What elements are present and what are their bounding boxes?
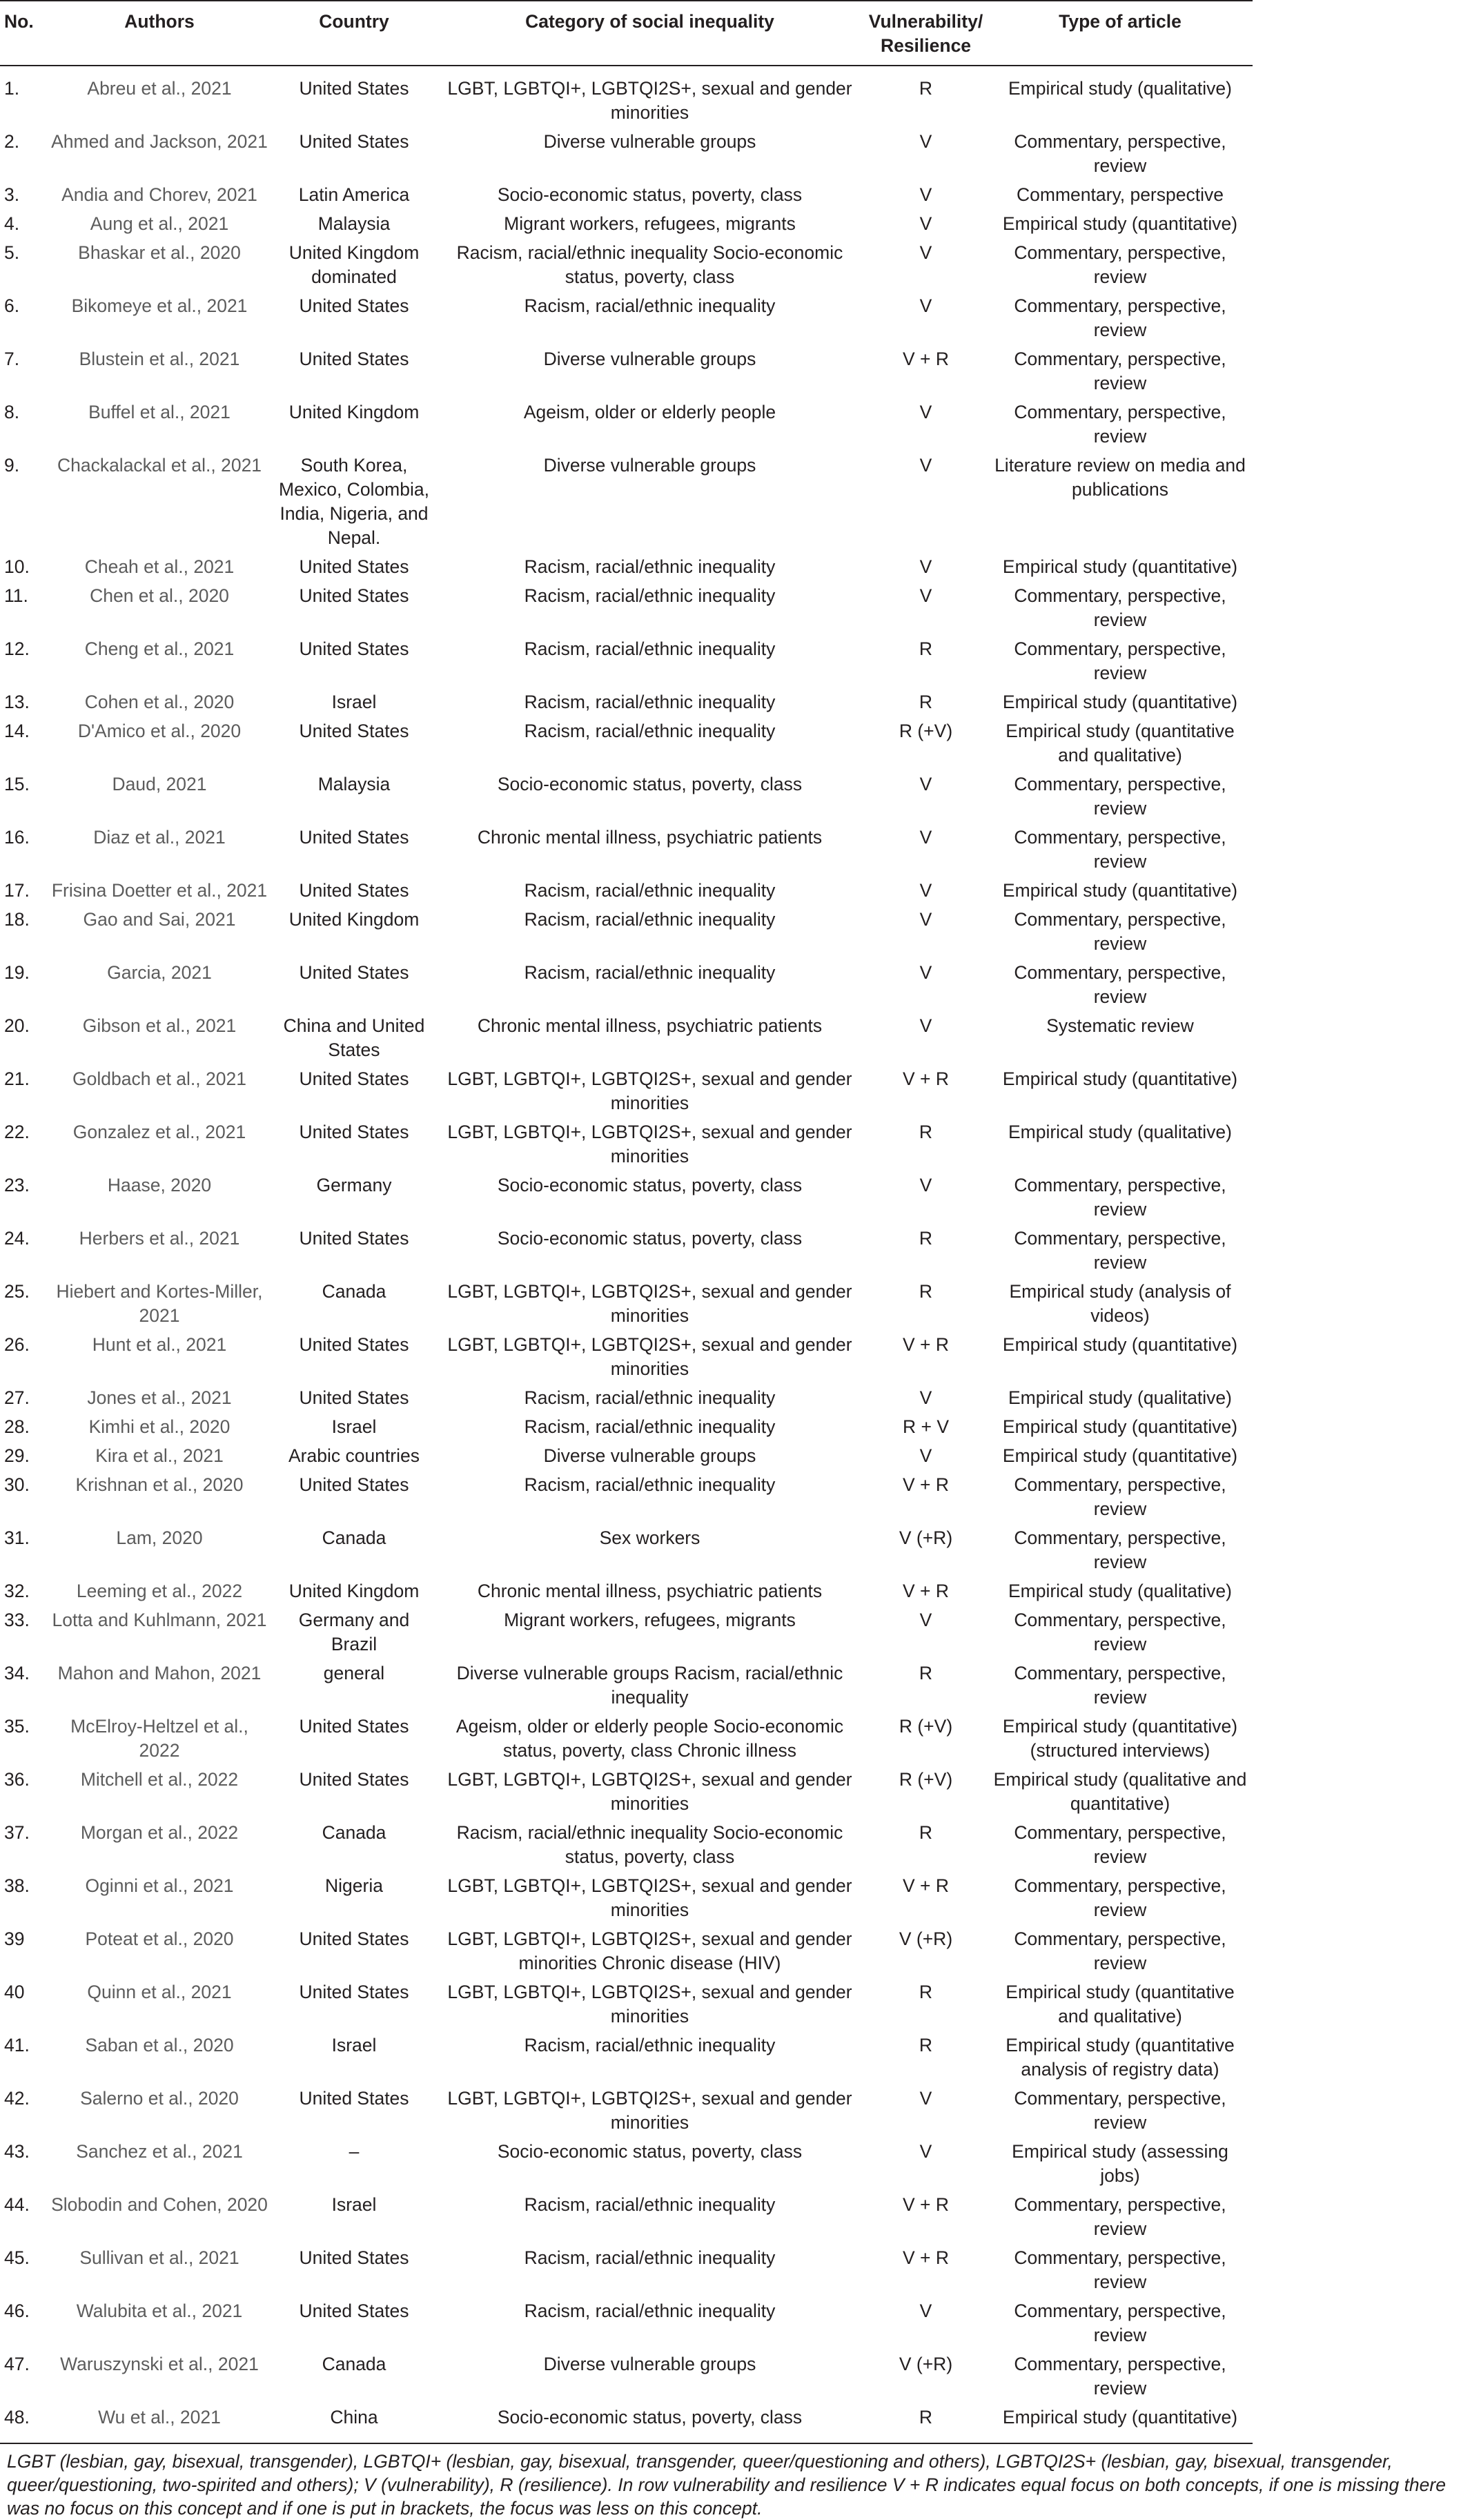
country-cell: United States <box>299 880 409 901</box>
row-number: 2. <box>4 131 20 152</box>
country-cell: Canada <box>322 1281 386 1302</box>
vulnerability-resilience-cell: V + R <box>902 1068 949 1089</box>
vulnerability-resilience-cell: R <box>919 1228 933 1249</box>
country-cell: Israel <box>331 2035 377 2055</box>
category-cell: Racism, racial/ethnic inequality <box>524 2194 776 2215</box>
country-cell: – <box>349 2141 360 2162</box>
article-type-cell: Commentary, perspective, review <box>1014 827 1226 872</box>
category-cell: Socio-economic status, poverty, class <box>497 1228 803 1249</box>
author-link[interactable]: Cheng et al., 2021 <box>84 638 235 659</box>
vulnerability-resilience-cell: V (+R) <box>899 2354 953 2374</box>
country-cell: China and United States <box>283 1015 425 1060</box>
vulnerability-resilience-cell: V <box>919 1175 932 1195</box>
row-number: 21. <box>4 1068 30 1089</box>
country-cell: United States <box>299 962 409 983</box>
row-number: 37. <box>4 1822 30 1843</box>
row-number: 18. <box>4 909 30 930</box>
author-link[interactable]: Quinn et al., 2021 <box>87 1982 232 2002</box>
country-cell: United States <box>299 78 409 99</box>
country-cell: United States <box>299 585 409 606</box>
country-cell: United States <box>299 556 409 577</box>
article-type-cell: Empirical study (qualitative) <box>1008 1581 1232 1601</box>
category-cell: Socio-economic status, poverty, class <box>497 184 803 205</box>
article-type-cell: Commentary, perspective, review <box>1014 1875 1226 1920</box>
article-type-cell: Empirical study (assessing jobs) <box>1012 2141 1228 2186</box>
row-number: 10. <box>4 556 30 577</box>
row-number: 32. <box>4 1581 30 1601</box>
country-cell: Arabic countries <box>288 1445 420 1466</box>
country-cell: Germany and Brazil <box>298 1610 410 1654</box>
article-type-cell: Commentary, perspective, review <box>1014 1610 1226 1654</box>
article-type-cell: Empirical study (qualitative and quantitative) <box>993 1769 1247 1814</box>
category-cell: Racism, racial/ethnic inequality <box>524 585 776 606</box>
country-cell: United Kingdom <box>288 1581 420 1601</box>
country-cell: United States <box>299 638 409 659</box>
row-number: 36. <box>4 1769 30 1790</box>
article-type-cell: Commentary, perspective, review <box>1014 962 1226 1007</box>
vulnerability-resilience-cell: R <box>919 638 933 659</box>
row-number: 45. <box>4 2247 30 2268</box>
vulnerability-resilience-cell: R (+V) <box>899 1769 953 1790</box>
row-number: 1. <box>4 78 20 99</box>
category-cell: Racism, racial/ethnic inequality Socio-economic status, poverty, class <box>456 1822 843 1867</box>
vulnerability-resilience-cell: V <box>919 242 932 263</box>
row-number: 34. <box>4 1663 30 1683</box>
author-link[interactable]: Morgan et al., 2022 <box>80 1822 239 1843</box>
country-cell: Israel <box>331 1416 377 1437</box>
row-number: 29. <box>4 1445 30 1466</box>
country-cell: United States <box>299 1769 409 1790</box>
row-number: 23. <box>4 1175 30 1195</box>
article-type-cell: Commentary, perspective, review <box>1014 131 1226 176</box>
category-cell: Racism, racial/ethnic inequality <box>524 2301 776 2321</box>
country-cell: United Kingdom <box>288 402 420 422</box>
category-cell: Socio-economic status, poverty, class <box>497 2141 803 2162</box>
category-cell: Racism, racial/ethnic inequality <box>524 295 776 316</box>
country-cell: United Kingdom <box>288 909 420 930</box>
article-type-cell: Commentary, perspective, review <box>1014 638 1226 683</box>
country-cell: Canada <box>322 1822 386 1843</box>
vulnerability-resilience-cell: V <box>919 402 932 422</box>
country-cell: United States <box>299 1982 409 2002</box>
author-link[interactable]: Slobodin and Cohen, 2020 <box>51 2194 268 2215</box>
vulnerability-resilience-cell: R <box>919 1663 933 1683</box>
row-number: 15. <box>4 774 30 794</box>
vulnerability-resilience-cell: V <box>919 962 932 983</box>
vulnerability-resilience-cell: V <box>919 1610 932 1630</box>
country-cell: Canada <box>322 2354 386 2374</box>
author-link[interactable]: Lotta and Kuhlmann, 2021 <box>52 1610 267 1630</box>
country-cell: United States <box>299 349 409 369</box>
table-header-rule <box>0 65 1253 66</box>
article-type-cell: Empirical study (qualitative) <box>1008 1122 1232 1142</box>
country-cell: Germany <box>316 1175 392 1195</box>
article-type-cell: Commentary, perspective, review <box>1014 585 1226 630</box>
category-cell: Racism, racial/ethnic inequality <box>524 1387 776 1408</box>
author-link[interactable]: Gonzalez et al., 2021 <box>72 1122 246 1142</box>
article-type-cell: Empirical study (analysis of videos) <box>1009 1281 1231 1326</box>
row-number: 17. <box>4 880 30 901</box>
article-type-cell: Commentary, perspective, review <box>1014 242 1226 287</box>
category-cell: Racism, racial/ethnic inequality Socio-economic status, poverty, class <box>456 242 843 287</box>
row-number: 35. <box>4 1716 30 1737</box>
article-type-cell: Empirical study (quantitative) <box>1002 213 1238 234</box>
author-link[interactable]: Blustein et al., 2021 <box>79 349 240 369</box>
category-cell: Chronic mental illness, psychiatric patients <box>477 827 823 848</box>
category-cell: Migrant workers, refugees, migrants <box>504 213 796 234</box>
vulnerability-resilience-cell: V <box>919 585 932 606</box>
category-cell: Racism, racial/ethnic inequality <box>524 556 776 577</box>
vulnerability-resilience-cell: R <box>919 78 933 99</box>
author-link[interactable]: Krishnan et al., 2020 <box>75 1474 244 1495</box>
vulnerability-resilience-cell: V <box>919 556 932 577</box>
vulnerability-resilience-cell: R <box>919 692 933 712</box>
country-cell: United States <box>299 2301 409 2321</box>
author-link[interactable]: Ahmed and Jackson, 2021 <box>51 131 268 152</box>
row-number: 38. <box>4 1875 30 1896</box>
vulnerability-resilience-cell: V <box>919 2088 932 2109</box>
vulnerability-resilience-cell: V <box>919 455 932 476</box>
vulnerability-resilience-cell: V <box>919 1445 932 1466</box>
author-link[interactable]: Daud, 2021 <box>112 774 207 794</box>
row-number: 33. <box>4 1610 30 1630</box>
category-cell: Racism, racial/ethnic inequality <box>524 880 776 901</box>
vulnerability-resilience-cell: R (+V) <box>899 721 953 741</box>
category-cell: Racism, racial/ethnic inequality <box>524 909 776 930</box>
country-cell: United States <box>299 1068 409 1089</box>
category-cell: LGBT, LGBTQI+, LGBTQI2S+, sexual and gender minorities <box>447 1769 852 1814</box>
article-type-cell: Empirical study (quantitative analysis of registry data) <box>1006 2035 1235 2080</box>
author-link[interactable]: Haase, 2020 <box>107 1175 212 1195</box>
category-cell: Chronic mental illness, psychiatric patients <box>477 1581 823 1601</box>
vulnerability-resilience-cell: V <box>919 2141 932 2162</box>
header-type-of-article: Type of article <box>1059 11 1181 32</box>
category-cell: Socio-economic status, poverty, class <box>497 2407 803 2428</box>
country-cell: general <box>323 1663 385 1683</box>
category-cell: Racism, racial/ethnic inequality <box>524 638 776 659</box>
row-number: 12. <box>4 638 30 659</box>
country-cell: Israel <box>331 2194 377 2215</box>
author-link[interactable]: Kimhi et al., 2020 <box>88 1416 231 1437</box>
author-link[interactable]: Mitchell et al., 2022 <box>80 1769 239 1790</box>
article-type-cell: Empirical study (qualitative) <box>1008 78 1232 99</box>
vulnerability-resilience-cell: V <box>919 2301 932 2321</box>
category-cell: LGBT, LGBTQI+, LGBTQI2S+, sexual and gender minorities <box>447 1982 852 2026</box>
article-type-cell: Empirical study (quantitative) <box>1002 1334 1238 1355</box>
category-cell: Diverse vulnerable groups <box>543 2354 756 2374</box>
vulnerability-resilience-cell: R <box>919 1822 933 1843</box>
country-cell: Canada <box>322 1527 386 1548</box>
vulnerability-resilience-cell: R <box>919 2407 933 2428</box>
row-number: 7. <box>4 349 20 369</box>
row-number: 48. <box>4 2407 30 2428</box>
author-link[interactable]: Abreu et al., 2021 <box>87 78 232 99</box>
article-type-cell: Empirical study (quantitative) (structured interviews) <box>1002 1716 1238 1761</box>
article-type-cell: Commentary, perspective, review <box>1014 909 1226 954</box>
vulnerability-resilience-cell: V <box>919 880 932 901</box>
category-cell: Socio-economic status, poverty, class <box>497 774 803 794</box>
country-cell: Malaysia <box>317 213 391 234</box>
author-link[interactable]: Saban et al., 2020 <box>85 2035 234 2055</box>
author-link[interactable]: Diaz et al., 2021 <box>93 827 226 848</box>
author-link[interactable]: Chen et al., 2020 <box>90 585 229 606</box>
author-link[interactable]: Hiebert and Kortes-Miller, 2021 <box>56 1281 263 1326</box>
article-type-cell: Empirical study (quantitative and qualitative) <box>1006 721 1235 765</box>
vulnerability-resilience-cell: V (+R) <box>899 1527 953 1548</box>
article-type-cell: Literature review on media and publications <box>994 455 1246 500</box>
article-type-cell: Empirical study (quantitative) <box>1002 1445 1238 1466</box>
country-cell: United States <box>299 1228 409 1249</box>
row-number: 8. <box>4 402 20 422</box>
row-number: 16. <box>4 827 30 848</box>
row-number: 27. <box>4 1387 30 1408</box>
category-cell: Racism, racial/ethnic inequality <box>524 692 776 712</box>
country-cell: Nigeria <box>325 1875 383 1896</box>
article-type-cell: Commentary, perspective, review <box>1014 2247 1226 2292</box>
row-number: 26. <box>4 1334 30 1355</box>
row-number: 22. <box>4 1122 30 1142</box>
row-number: 14. <box>4 721 30 741</box>
vulnerability-resilience-cell: V <box>919 295 932 316</box>
article-type-cell: Commentary, perspective, review <box>1014 2194 1226 2239</box>
country-cell: Malaysia <box>317 774 391 794</box>
author-link[interactable]: D'Amico et al., 2020 <box>77 721 242 741</box>
country-cell: United States <box>299 1716 409 1737</box>
vulnerability-resilience-cell: V + R <box>902 2247 949 2268</box>
author-link[interactable]: Waruszynski et al., 2021 <box>60 2354 259 2374</box>
article-type-cell: Commentary, perspective, review <box>1014 774 1226 819</box>
category-cell: LGBT, LGBTQI+, LGBTQI2S+, sexual and gender minorities <box>447 1875 852 1920</box>
author-link[interactable]: Salerno et al., 2020 <box>80 2088 239 2109</box>
article-type-cell: Commentary, perspective, review <box>1014 1663 1226 1708</box>
author-link[interactable]: Oginni et al., 2021 <box>85 1875 234 1896</box>
country-cell: United States <box>299 2088 409 2109</box>
row-number: 31. <box>4 1527 30 1548</box>
article-type-cell: Empirical study (quantitative) <box>1002 2407 1238 2428</box>
vulnerability-resilience-cell: R <box>919 1982 933 2002</box>
row-number: 42. <box>4 2088 30 2109</box>
vulnerability-resilience-cell: V <box>919 1387 932 1408</box>
header-category: Category of social inequality <box>525 11 774 32</box>
author-link[interactable]: Gao and Sai, 2021 <box>83 909 236 930</box>
author-link[interactable]: Kira et al., 2021 <box>95 1445 224 1466</box>
category-cell: Diverse vulnerable groups <box>543 131 756 152</box>
category-cell: Racism, racial/ethnic inequality <box>524 2035 776 2055</box>
category-cell: LGBT, LGBTQI+, LGBTQI2S+, sexual and gender minorities <box>447 2088 852 2133</box>
vulnerability-resilience-cell: V + R <box>902 2194 949 2215</box>
table-bottom-rule <box>0 2443 1253 2444</box>
row-number: 47. <box>4 2354 30 2374</box>
vulnerability-resilience-cell: V + R <box>902 1581 949 1601</box>
country-cell: United States <box>299 1387 409 1408</box>
author-link[interactable]: Poteat et al., 2020 <box>85 1928 234 1949</box>
author-link[interactable]: Cohen et al., 2020 <box>84 692 235 712</box>
row-number: 28. <box>4 1416 30 1437</box>
category-cell: Racism, racial/ethnic inequality <box>524 2247 776 2268</box>
vulnerability-resilience-cell: V <box>919 827 932 848</box>
header-vulnerability-resilience: Vulnerability/ Resilience <box>868 11 983 56</box>
vulnerability-resilience-cell: V <box>919 1015 932 1036</box>
row-number: 25. <box>4 1281 30 1302</box>
row-number: 5. <box>4 242 20 263</box>
vulnerability-resilience-cell: V + R <box>902 349 949 369</box>
vulnerability-resilience-cell: V <box>919 131 932 152</box>
author-link[interactable]: Bhaskar et al., 2020 <box>78 242 241 263</box>
author-link[interactable]: Cheah et al., 2021 <box>84 556 235 577</box>
author-link[interactable]: Buffel et al., 2021 <box>88 402 231 422</box>
category-cell: Migrant workers, refugees, migrants <box>504 1610 796 1630</box>
vulnerability-resilience-cell: R <box>919 2035 933 2055</box>
category-cell: LGBT, LGBTQI+, LGBTQI2S+, sexual and gender minorities <box>447 1334 852 1379</box>
category-cell: LGBT, LGBTQI+, LGBTQI2S+, sexual and gender minorities <box>447 1068 852 1113</box>
article-type-cell: Commentary, perspective <box>1017 184 1224 205</box>
row-number: 4. <box>4 213 20 234</box>
article-type-cell: Empirical study (qualitative) <box>1008 1387 1232 1408</box>
author-link[interactable]: Bikomeye et al., 2021 <box>71 295 248 316</box>
article-type-cell: Commentary, perspective, review <box>1014 1822 1226 1867</box>
country-cell: United States <box>299 721 409 741</box>
row-number: 11. <box>4 585 28 606</box>
row-number: 46. <box>4 2301 30 2321</box>
article-type-cell: Commentary, perspective, review <box>1014 1474 1226 1519</box>
vulnerability-resilience-cell: V + R <box>902 1474 949 1495</box>
category-cell: Diverse vulnerable groups <box>543 349 756 369</box>
author-link[interactable]: Herbers et al., 2021 <box>79 1228 240 1249</box>
row-number: 20. <box>4 1015 30 1036</box>
category-cell: LGBT, LGBTQI+, LGBTQI2S+, sexual and gender minorities Chronic disease (HIV) <box>447 1928 852 1973</box>
vulnerability-resilience-cell: V + R <box>902 1875 949 1896</box>
author-link[interactable]: Leeming et al., 2022 <box>76 1581 243 1601</box>
article-type-cell: Commentary, perspective, review <box>1014 1228 1226 1273</box>
category-cell: LGBT, LGBTQI+, LGBTQI2S+, sexual and gender minorities <box>447 1122 852 1166</box>
country-cell: United States <box>299 131 409 152</box>
article-type-cell: Systematic review <box>1046 1015 1194 1036</box>
category-cell: Ageism, older or elderly people Socio-economic status, poverty, class Chronic illness <box>455 1716 844 1761</box>
category-cell: Ageism, older or elderly people <box>523 402 776 422</box>
category-cell: LGBT, LGBTQI+, LGBTQI2S+, sexual and gender minorities <box>447 1281 852 1326</box>
author-link[interactable]: Mahon and Mahon, 2021 <box>57 1663 262 1683</box>
author-link[interactable]: Sanchez et al., 2021 <box>76 2141 243 2162</box>
vulnerability-resilience-cell: V <box>919 909 932 930</box>
author-link[interactable]: Andia and Chorev, 2021 <box>61 184 257 205</box>
country-cell: United States <box>299 1122 409 1142</box>
vulnerability-resilience-cell: V (+R) <box>899 1928 953 1949</box>
author-link[interactable]: Lam, 2020 <box>116 1527 203 1548</box>
vulnerability-resilience-cell: V + R <box>902 1334 949 1355</box>
article-type-cell: Commentary, perspective, review <box>1014 402 1226 447</box>
category-cell: Socio-economic status, poverty, class <box>497 1175 803 1195</box>
vulnerability-resilience-cell: V <box>919 774 932 794</box>
category-cell: Racism, racial/ethnic inequality <box>524 721 776 741</box>
article-type-cell: Empirical study (quantitative) <box>1002 556 1238 577</box>
row-number: 41. <box>4 2035 30 2055</box>
row-number: 19. <box>4 962 30 983</box>
article-type-cell: Commentary, perspective, review <box>1014 349 1226 393</box>
article-type-cell: Commentary, perspective, review <box>1014 1928 1226 1973</box>
country-cell: China <box>330 2407 378 2428</box>
article-type-cell: Commentary, perspective, review <box>1014 2088 1226 2133</box>
country-cell: United States <box>299 827 409 848</box>
vulnerability-resilience-cell: V <box>919 184 932 205</box>
category-cell: LGBT, LGBTQI+, LGBTQI2S+, sexual and gender minorities <box>447 78 852 123</box>
category-cell: Diverse vulnerable groups <box>543 455 756 476</box>
author-link[interactable]: Sullivan et al., 2021 <box>79 2247 239 2268</box>
category-cell: Racism, racial/ethnic inequality <box>524 1474 776 1495</box>
article-type-cell: Commentary, perspective, review <box>1014 2301 1226 2345</box>
row-number: 40 <box>4 1982 25 2002</box>
article-type-cell: Empirical study (quantitative) <box>1002 1068 1238 1089</box>
category-cell: Chronic mental illness, psychiatric patients <box>477 1015 823 1036</box>
author-link[interactable]: Chackalackal et al., 2021 <box>57 455 262 476</box>
country-cell: United States <box>299 1928 409 1949</box>
author-link[interactable]: Aung et al., 2021 <box>90 213 229 234</box>
vulnerability-resilience-cell: V <box>919 213 932 234</box>
row-number: 39 <box>4 1928 25 1949</box>
country-cell: United States <box>299 1474 409 1495</box>
header-no: No. <box>4 11 34 32</box>
row-number: 43. <box>4 2141 30 2162</box>
category-cell: Diverse vulnerable groups Racism, racial/ethnic inequality <box>456 1663 843 1708</box>
country-cell: United States <box>299 2247 409 2268</box>
author-link[interactable]: Jones et al., 2021 <box>87 1387 232 1408</box>
author-link[interactable]: Goldbach et al., 2021 <box>72 1068 246 1089</box>
vulnerability-resilience-cell: R <box>919 1122 933 1142</box>
article-type-cell: Commentary, perspective, review <box>1014 2354 1226 2399</box>
author-link[interactable]: McElroy-Heltzel et al., 2022 <box>70 1716 248 1761</box>
row-number: 9. <box>4 455 20 476</box>
article-type-cell: Empirical study (quantitative) <box>1002 1416 1238 1437</box>
category-cell: Sex workers <box>599 1527 700 1548</box>
country-cell: Latin America <box>298 184 410 205</box>
article-type-cell: Commentary, perspective, review <box>1014 295 1226 340</box>
row-number: 24. <box>4 1228 30 1249</box>
author-link[interactable]: Gibson et al., 2021 <box>82 1015 237 1036</box>
row-number: 6. <box>4 295 20 316</box>
author-link[interactable]: Hunt et al., 2021 <box>92 1334 227 1355</box>
country-cell: United States <box>299 295 409 316</box>
category-cell: Racism, racial/ethnic inequality <box>524 1416 776 1437</box>
category-cell: Racism, racial/ethnic inequality <box>524 962 776 983</box>
category-cell: Diverse vulnerable groups <box>543 1445 756 1466</box>
vulnerability-resilience-cell: R + V <box>902 1416 949 1437</box>
article-type-cell: Commentary, perspective, review <box>1014 1175 1226 1220</box>
row-number: 44. <box>4 2194 30 2215</box>
author-link[interactable]: Garcia, 2021 <box>107 962 212 983</box>
article-type-cell: Empirical study (quantitative) <box>1002 880 1238 901</box>
country-cell: United Kingdom dominated <box>288 242 420 287</box>
row-number: 3. <box>4 184 20 205</box>
author-link[interactable]: Wu et al., 2021 <box>98 2407 221 2428</box>
vulnerability-resilience-cell: R (+V) <box>899 1716 953 1737</box>
country-cell: United States <box>299 1334 409 1355</box>
author-link[interactable]: Frisina Doetter et al., 2021 <box>51 880 268 901</box>
author-link[interactable]: Walubita et al., 2021 <box>76 2301 243 2321</box>
row-number: 30. <box>4 1474 30 1495</box>
table-footnote: LGBT (lesbian, gay, bisexual, transgender), LGBTQI+ (lesbian, gay, bisexual, transgender, queer/questioning and others), LGBTQI2S+ (lesbian, gay, bisexual, transgender, queer/questioning, two-spirited and others); V (vulnerability), R (resilience). In row vulnerability and resilience V + R indicates equal focus on both concepts, if one is missing there was no focus on this concept and if one is put in brackets, the focus was less on this concept. <box>7 2451 1446 2519</box>
article-type-cell: Empirical study (quantitative and qualitative) <box>1006 1982 1235 2026</box>
country-cell: South Korea, Mexico, Colombia, India, Nigeria, and Nepal. <box>279 455 429 548</box>
article-type-cell: Commentary, perspective, review <box>1014 1527 1226 1572</box>
row-number: 13. <box>4 692 30 712</box>
vulnerability-resilience-cell: R <box>919 1281 933 1302</box>
header-authors: Authors <box>124 11 195 32</box>
header-country: Country <box>319 11 389 32</box>
country-cell: Israel <box>331 692 377 712</box>
article-type-cell: Empirical study (quantitative) <box>1002 692 1238 712</box>
